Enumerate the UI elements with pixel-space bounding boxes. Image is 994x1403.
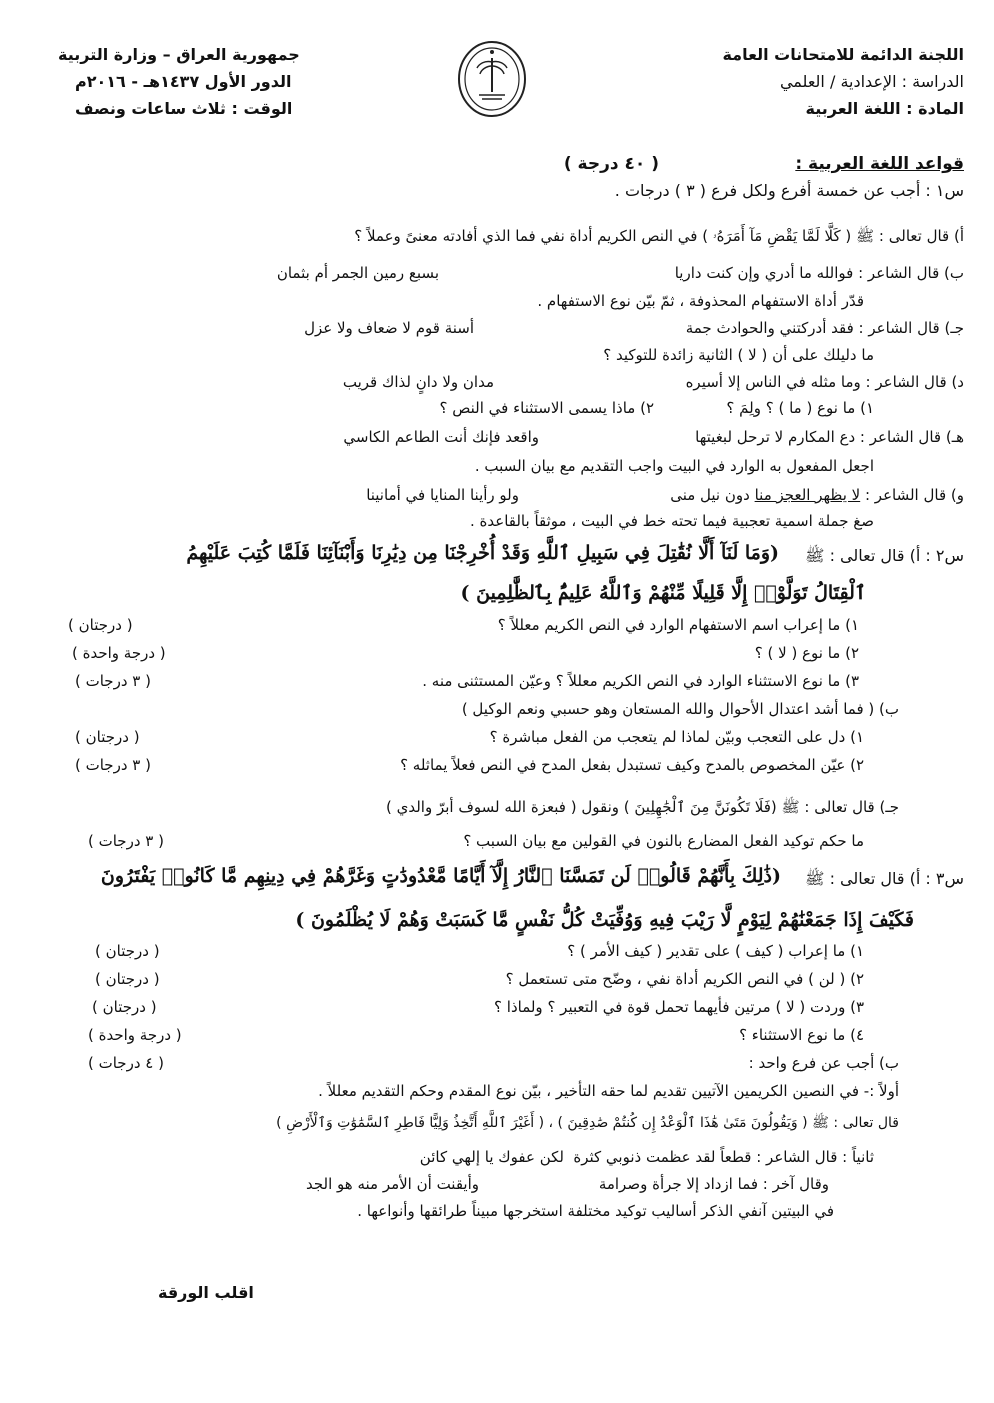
q1-h-verse1: هـ) قال الشاعر : دع المكارم لا ترحل لبغيتها [695, 428, 964, 446]
q1-w-rest: دون نيل منى [670, 486, 750, 504]
q2-b1-marks: ( درجتان ) [75, 728, 140, 746]
study-track: الدراسة : الإعدادية / العلمي [779, 72, 964, 91]
q1-w-underlined: لا يظهر العجز منا [754, 486, 861, 504]
subject: المادة : اللغة العربية [805, 99, 964, 118]
q3-second-verse2: لكن عفوك يا إلهي كائن [419, 1148, 564, 1166]
q1-d-verse2: مدان ولا دانٍ لذاك قريب [342, 373, 494, 391]
q3-a1-marks: ( درجتان ) [95, 942, 160, 960]
q3-a3-marks: ( درجتان ) [92, 998, 157, 1016]
q2-b1: ١) دل على التعجب وبيّن لماذا لم يتعجب من الفعل مباشرة ؟ [489, 728, 864, 746]
q3-other-verse1: وقال آخر : فما ازداد إلا جرأة وصرامة [598, 1175, 829, 1193]
q1-w-verse1 [670, 484, 964, 506]
q1-c-verse2: أسنة قوم لا ضعاف ولا عزل [304, 319, 474, 337]
q2-c-question: ما حكم توكيد الفعل المضارع بالنون في القولين مع بيان السبب ؟ [463, 832, 864, 850]
q1-w-verse2: ولو رأينا المنايا في أمانينا [366, 486, 519, 504]
q2-a2-marks: ( درجة واحدة ) [72, 644, 166, 662]
q2-verse-line1: (وَمَا لَنَآ أَلَّا نُقَٰتِلَ فِي سَبِيلِ ٱللَّهِ وَقَدْ أُخْرِجْنَا مِن دِيَٰرِنَا وَأَبْنَآئِنَا فَلَمَّا كُتِبَ عَلَيْهِمُ [186, 542, 779, 564]
q3-b-marks: ( ٤ درجات ) [88, 1054, 164, 1072]
q3-verse-line2: فَكَيْفَ إِذَا جَمَعْنَٰهُمْ لِيَوْمٍ لَّا رَيْبَ فِيهِ وَوُفِّيَتْ كُلُّ نَفْسٍ مَّا كَسَبَتْ وَهُمْ لَا يُظْلَمُونَ ) [295, 909, 914, 931]
q2-c-marks: ( ٣ درجات ) [88, 832, 164, 850]
section-title: قواعد اللغة العربية : [795, 154, 964, 174]
q2-a1-marks: ( درجتان ) [68, 616, 133, 634]
turn-page-note: اقلب الورقة [158, 1283, 254, 1302]
q3-a2-marks: ( درجتان ) [95, 970, 160, 988]
q1-d-q1: ١) ما نوع ( ما ) ؟ ولِمَ ؟ [726, 399, 874, 417]
q2-label: س٢ : أ) قال تعالى : ﷺ [805, 546, 964, 565]
q2-c: جـ) قال تعالى : ﷺ (فَلَا تَكُونَنَّ مِنَ ٱلْجَٰهِلِينَ ) ونقول ( فبعزة الله لسوف أبرّ والدي ) [385, 798, 899, 816]
q2-b: ب) ( فما أشد اعتدال الأحوال والله المستعان وهو حسبي ونعم الوكيل ) [461, 700, 899, 718]
q3-verse-line1: (ذَٰلِكَ بِأَنَّهُمْ قَالُوا۟ لَن تَمَسَّنَا ٱلنَّارُ إِلَّآ أَيَّامًا مَّعْدُودَٰتٍ وَغَرَّهُمْ فِي دِينِهِم مَّا كَانُوا۟ يَفْتَرُونَ [100, 865, 781, 887]
q1-h-question: اجعل المفعول به الوارد في البيت واجب التقديم مع بيان السبب . [474, 457, 874, 475]
section-marks: ( ٤٠ درجة ) [563, 154, 659, 174]
q1-d-q2: ٢) ماذا يسمى الاستثناء في النص ؟ [439, 399, 654, 417]
q1-b-question: قدّر أداة الاستفهام المحذوفة ، ثمّ بيّن نوع الاستفهام . [537, 292, 864, 310]
q3-a3: ٣) وردت ( لا ) مرتين فأيهما تحمل قوة في التعبير ؟ ولماذا ؟ [494, 998, 864, 1016]
q1-b-verse1: ب) قال الشاعر : فوالله ما أدري وإن كنت داريا [674, 264, 964, 282]
q3-a4: ٤) ما نوع الاستثناء ؟ [739, 1026, 864, 1044]
ministry-seal-icon [457, 40, 527, 118]
q3-first: أولاً :- في النصين الكريمين الآتيين تقديم لما حقه التأخير ، بيّن نوع المقدم وحكم التقديم معللاً . [318, 1082, 899, 1100]
committee-name: اللجنة الدائمة للامتحانات العامة [722, 45, 964, 64]
q3-verse-3: قال تعالى : ﷺ ( وَيَقُولُونَ مَتَىٰ هَٰذَا ٱلْوَعْدُ إِن كُنتُمْ صَٰدِقِينَ ) ، ( أَغَيْرَ ٱللَّهِ أَتَّخِذُ وَلِيًّا فَاطِرِ ٱلسَّمَٰوَٰتِ وَٱلْأَرْضِ ) [276, 1115, 899, 1131]
q1-intro: س١ : أجب عن خمسة أفرع ولكل فرع ( ٣ ) درجات . [614, 181, 964, 200]
q1-w-question: صغ جملة اسمية تعجبية فيما تحته خط في البيت ، موثقاً بالقاعدة . [469, 512, 874, 530]
q2-a3-marks: ( ٣ درجات ) [75, 672, 151, 690]
q3-a4-marks: ( درجة واحدة ) [88, 1026, 182, 1044]
q3-second-verse1: ثانياً : قال الشاعر : قطعاً لقد عظمت ذنوبي كثرة [573, 1148, 874, 1166]
q1-w-prefix: و) قال الشاعر : [864, 486, 964, 504]
q3-label: س٣ : أ) قال تعالى : ﷺ [805, 869, 964, 888]
exam-duration: الوقت : ثلاث ساعات ونصف [75, 99, 293, 118]
q1-b-verse2: بسبع رمين الجمر أم بثمان [276, 264, 439, 282]
q2-a1: ١) ما إعراب اسم الاستفهام الوارد في النص الكريم معللاً ؟ [497, 616, 859, 634]
q3-a1: ١) ما إعراب ( كيف ) على تقدير ( كيف الأمر ) ؟ [567, 942, 864, 960]
q2-b2-marks: ( ٣ درجات ) [75, 756, 151, 774]
exam-session: الدور الأول ١٤٣٧هـ - ٢٠١٦م [75, 72, 292, 91]
q3-a2: ٢) ( لن ) في النص الكريم أداة نفي ، وضّح متى تستعمل ؟ [505, 970, 864, 988]
q1-h-verse2: واقعد فإنك أنت الطاعم الكاسي [343, 428, 539, 446]
q2-verse-line2: ٱلْقِتَالُ تَوَلَّوْا۟ إِلَّا قَلِيلًا مِّنْهُمْ وَٱللَّهُ عَلِيمٌۢ بِٱلظَّٰلِمِينَ ) [460, 582, 866, 604]
q2-a2: ٢) ما نوع ( لا ) ؟ [754, 644, 859, 662]
q3-closing: في البيتين آنفي الذكر أساليب توكيد مختلفة استخرجها مبيناً طرائقها وأنواعها . [357, 1202, 834, 1220]
q2-b2: ٢) عيّن المخصوص بالمدح وكيف تستبدل بفعل المدح في النص فعلاً يماثله ؟ [400, 756, 864, 774]
q1-a: أ) قال تعالى : ﷺ ( كَلَّا لَمَّا يَقْضِ مَآ أَمَرَهُۥ ) في النص الكريم أداة نفي فما الذي أفادته معنىً وعملاً ؟ [354, 227, 964, 245]
q1-c-verse1: جـ) قال الشاعر : فقد أدركتني والحوادث جمة [685, 319, 964, 337]
q2-a3: ٣) ما نوع الاستثناء الوارد في النص الكريم معللاً ؟ وعيّن المستثنى منه . [422, 672, 859, 690]
q1-c-question: ما دليلك على أن ( لا ) الثانية زائدة للتوكيد ؟ [603, 346, 874, 364]
country-ministry: جمهورية العراق – وزارة التربية [58, 45, 300, 64]
q3-other-verse2: وأيقنت أن الأمر منه هو الجد [305, 1175, 479, 1193]
q1-d-verse1: د) قال الشاعر : وما مثله في الناس إلا أسيره [685, 373, 964, 391]
q3-b: ب) أجب عن فرع واحد : [748, 1054, 899, 1072]
